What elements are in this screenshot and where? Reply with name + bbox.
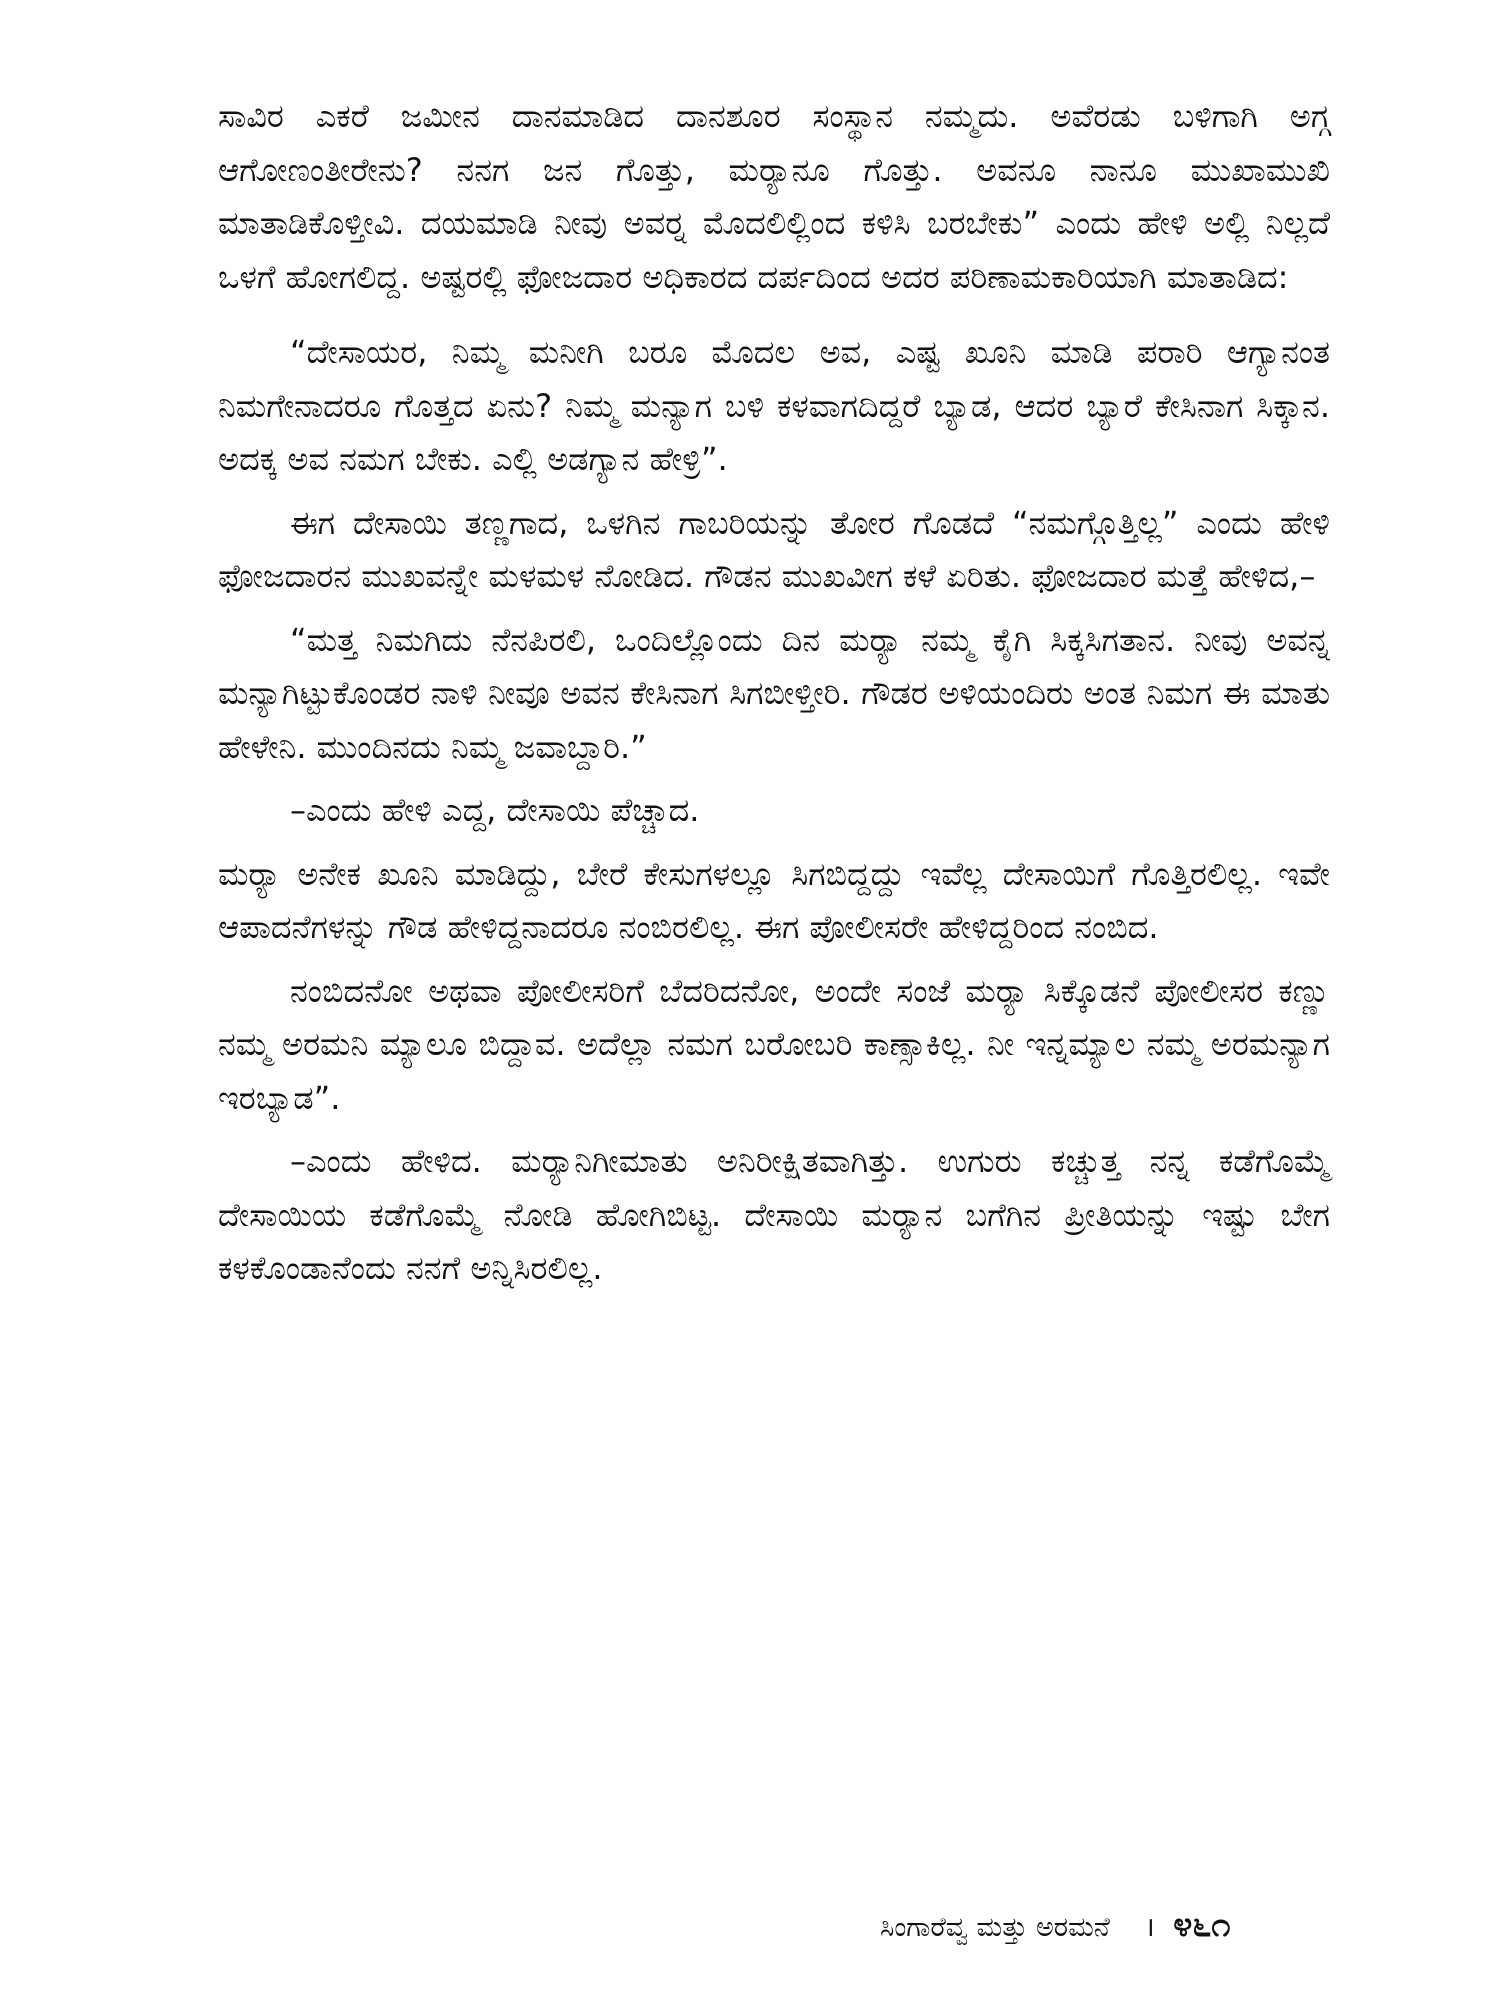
body-text	[218, 90, 1330, 1296]
page-footer	[880, 1905, 1340, 1948]
paragraph-4: “ಮತ್ತ ನಿಮಗಿದು ನೆನಪಿರಲಿ, ಒಂದಿಲ್ಲೊಂದು ದಿನ ಮರ್‍ಯಾ ನಮ್ಮ ಕೈಗಿ ಸಿಕ್ಕಸಿಗತಾನ. ನೀವು ಅವನ್ನ ಮನ್ಯಾಗಿಟ್ಟುಕೊಂಡರ ನಾಳಿ ನೀವೂ ಅವನ ಕೇಸಿನಾಗ ಸಿಗಬೀಳ್ತೀರಿ. ಗೌಡರ ಅಳಿಯಂದಿರು ಅಂತ ನಿಮಗ ಈ ಮಾತು ಹೇಳೇನಿ. ಮುಂದಿನದು ನಿಮ್ಮ ಜವಾಬ್ದಾರಿ.”	[218, 620, 1330, 766]
paragraph-8: –ಎಂದು ಹೇಳಿದ. ಮರ್‍ಯಾನಿಗೀಮಾತು ಅನಿರೀಕ್ಷಿತವಾಗಿತ್ತು. ಉಗುರು ಕಚ್ಚುತ್ತ ನನ್ನ ಕಡೆಗೊಮ್ಮೆ ದೇಸಾಯಿಯ ಕಡೆಗೊಮ್ಮೆ ನೋಡಿ ಹೋಗಿಬಿಟ್ಟ. ದೇಸಾಯಿ ಮರ್‍ಯಾನ ಬಗೆಗಿನ ಪ್ರೀತಿಯನ್ನು ಇಷ್ಟು ಬೇಗ ಕಳಕೊಂಡಾನೆಂದು ನನಗೆ ಅನ್ನಿಸಿರಲಿಲ್ಲ.	[218, 1142, 1330, 1287]
page-number: ೪೬೧	[1173, 1905, 1231, 1945]
running-title: ಸಿಂಗಾರೆವ್ವ ಮತ್ತು ಅರಮನೆ	[880, 1912, 1110, 1943]
footer-separator: ।	[1144, 1912, 1155, 1943]
paragraph-6: ಮರ್‍ಯಾ ಅನೇಕ ಖೂನಿ ಮಾಡಿದ್ದು, ಬೇರೆ ಕೇಸುಗಳಲ್ಲೂ ಸಿಗಬಿದ್ದದ್ದು ಇವೆಲ್ಲ ದೇಸಾಯಿಗೆ ಗೊತ್ತಿರಲಿಲ್ಲ. ಇವೇ ಆಪಾದನೆಗಳನ್ನು ಗೌಡ ಹೇಳಿದ್ದನಾದರೂ ನಂಬಿರಲಿಲ್ಲ. ಈಗ ಪೋಲೀಸರೇ ಹೇಳಿದ್ದರಿಂದ ನಂಬಿದ.	[218, 854, 1330, 946]
paragraph-2: “ದೇಸಾಯರ, ನಿಮ್ಮ ಮನೀಗಿ ಬರೂ ಮೊದಲ ಅವ, ಎಷ್ಟ ಖೂನಿ ಮಾಡಿ ಪರಾರಿ ಆಗ್ಯಾನಂತ ನಿಮಗೇನಾದರೂ ಗೊತ್ತದ ಏನು? ನಿಮ್ಮ ಮನ್ಯಾಗ ಬಳಿ ಕಳವಾಗದಿದ್ದರೆ ಬ್ಯಾಡ, ಆದರ ಬ್ಯಾರೆ ಕೇಸಿನಾಗ ಸಿಕ್ಕಾನ. ಅದಕ್ಕ ಅವ ನಮಗ ಬೇಕು. ಎಲ್ಲಿ ಅಡಗ್ಯಾನ ಹೇಳ್ರಿ”.	[218, 333, 1330, 478]
paragraph-7: ನಂಬಿದನೋ ಅಥವಾ ಪೋಲೀಸರಿಗೆ ಬೆದರಿದನೋ, ಅಂದೇ ಸಂಜೆ ಮರ್‍ಯಾ ಸಿಕ್ಕೊಡನೆ ಪೋಲೀಸರ ಕಣ್ಣು ನಮ್ಮ ಅರಮನಿ ಮ್ಯಾಲೂ ಬಿದ್ದಾವ. ಅದೆಲ್ಲಾ ನಮಗ ಬರೋಬರಿ ಕಾಣ್ಸಾಕಿಲ್ಲ. ನೀ ಇನ್ನಮ್ಯಾಲ ನಮ್ಮ ಅರಮನ್ಯಾಗ ಇರಬ್ಯಾಡ”.	[218, 971, 1330, 1117]
paragraph-5: –ಎಂದು ಹೇಳಿ ಎದ್ದ, ದೇಸಾಯಿ ಪೆಚ್ಚಾದ.	[290, 791, 700, 829]
paragraph-1: ಸಾವಿರ ಎಕರೆ ಜಮೀನ ದಾನಮಾಡಿದ ದಾನಶೂರ ಸಂಸ್ಥಾನ ನಮ್ಮದು. ಅವೆರಡು ಬಳಿಗಾಗಿ ಅಗ್ಗ ಆಗೋಣಂತೀರೇನು? ನನಗ ಜನ ಗೊತ್ತು, ಮರ್‍ಯಾನೂ ಗೊತ್ತು. ಅವನೂ ನಾನೂ ಮುಖಾಮುಖಿ ಮಾತಾಡಿಕೊಳ್ತೀವಿ. ದಯಮಾಡಿ ನೀವು ಅವರ್‍ನ ಮೊದಲಿಲ್ಲಿಂದ ಕಳಿಸಿ ಬರಬೇಕು” ಎಂದು ಹೇಳಿ ಅಲ್ಲಿ ನಿಲ್ಲದೆ ಒಳಗೆ ಹೋಗಲಿದ್ದ. ಅಷ್ಟರಲ್ಲಿ ಫೋಜದಾರ ಅಧಿಕಾರದ ದರ್ಪದಿಂದ ಅದರ ಪರಿಣಾಮಕಾರಿಯಾಗಿ ಮಾತಾಡಿದ:	[218, 97, 1330, 296]
paragraph-3: ಈಗ ದೇಸಾಯಿ ತಣ್ಣಗಾದ, ಒಳಗಿನ ಗಾಬರಿಯನ್ನು ತೋರ ಗೊಡದೆ “ನಮಗ್ಗೊತ್ತಿಲ್ಲ” ಎಂದು ಹೇಳಿ ಫೋಜದಾರನ ಮುಖವನ್ನೇ ಮಳಮಳ ನೋಡಿದ. ಗೌಡನ ಮುಖವೀಗ ಕಳೆ ಏರಿತು. ಫೋಜದಾರ ಮತ್ತೆ ಹೇಳಿದ,–	[218, 503, 1330, 595]
